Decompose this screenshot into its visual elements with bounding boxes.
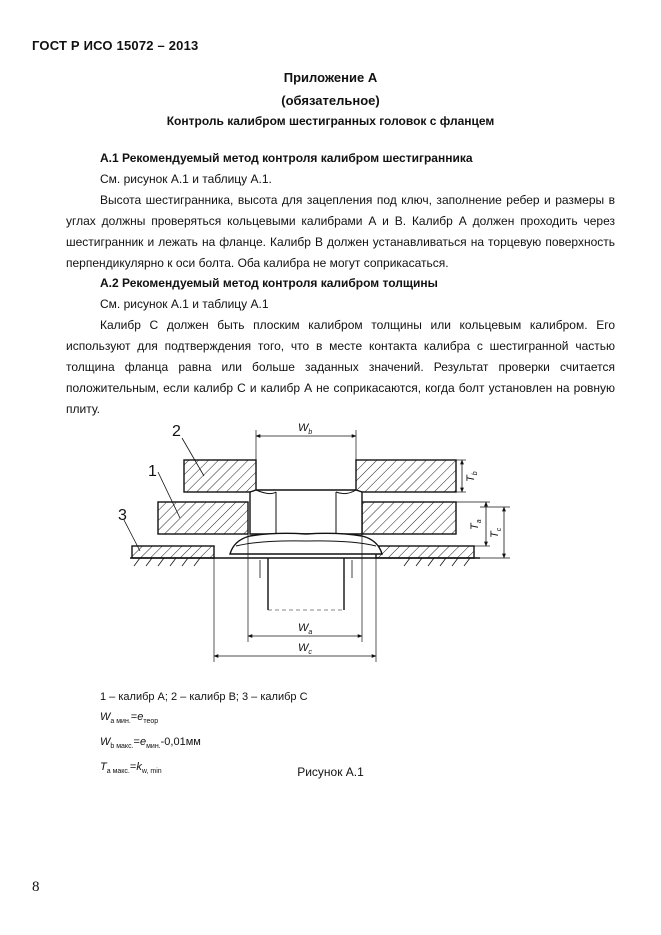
svg-text:Ta	[469, 519, 483, 530]
annex-heading: Контроль калибром шестигранных головок с фланцем	[166, 114, 495, 128]
dim-tb-sub: b	[472, 471, 479, 476]
dim-wa-sub: a	[308, 629, 313, 636]
section-a1-text: Высота шестигранника, высота для зацепления под ключ, заполнение ребер и размеры в углах должны проверяться кольцевыми калибрами А и В. Калибр А должен проходить через шестигранник и лежать на фланце. Калибр В должен устанавливаться на торцевую поверхность перпендикулярно к оси болта. Оба калибра не могут соприкасаться.	[66, 193, 615, 270]
dim-wb-sub: b	[308, 429, 313, 436]
label-gauge-b: 2	[172, 423, 181, 440]
gauge-figure	[100, 410, 520, 675]
dim-ta-symbol: T	[469, 523, 481, 530]
svg-text:Wc	[298, 642, 312, 656]
legend-formula-1: $W_{a мин.}=e_{теор}$	[100, 711, 159, 726]
gauge-b-left	[184, 460, 256, 492]
flange	[230, 533, 382, 554]
dim-tc-symbol: T	[489, 531, 501, 538]
legend-formula-2: $W_{b макс.}=e_{мин.}-0,01мм$	[100, 736, 201, 751]
dim-ta-sub: a	[476, 519, 483, 524]
svg-text:Wa	[298, 622, 312, 636]
section-a1-title: А.1 Рекомендуемый метод контроля калибром шестигранника	[100, 151, 473, 165]
dim-tc-sub: c	[496, 527, 503, 532]
section-a1-reference: См. рисунок А.1 и таблицу А.1.	[100, 172, 272, 186]
section-a2-title: А.2 Рекомендуемый метод контроля калибром толщины	[100, 276, 438, 290]
gauge-c-right	[376, 546, 474, 558]
section-a2	[66, 273, 615, 420]
legend-formula-3: $T_{a макс.}=k_{w, min}$	[100, 761, 162, 776]
dim-wc-sub: c	[308, 649, 312, 656]
annex-status: (обязательное)	[281, 93, 380, 108]
dim-wb-symbol: W	[298, 422, 309, 434]
legend-items: 1 – калибр А; 2 – калибр В; 3 – калибр С	[100, 691, 308, 703]
gauge-c-left	[132, 546, 214, 558]
figure-caption: Рисунок А.1	[297, 765, 364, 779]
svg-text:Tb	[465, 471, 479, 482]
gauge-a-left	[158, 502, 248, 534]
svg-text:Tc	[489, 527, 503, 538]
label-gauge-a: 1	[148, 463, 157, 480]
section-a2-reference: См. рисунок А.1 и таблицу А.1	[100, 297, 269, 311]
dim-wc-symbol: W	[298, 642, 309, 654]
dim-wa-symbol: W	[298, 622, 309, 634]
gauge-b-right	[356, 460, 456, 492]
document-header: ГОСТ Р ИСО 15072 – 2013	[32, 38, 199, 53]
hex-head	[250, 490, 362, 534]
section-a2-text: Калибр С должен быть плоским калибром толщины или кольцевым калибром. Его используют для подтверждения того, что в месте контакта калибра с шестигранной частью толщина фланца равна или больше заданных значений. Результат проверки считается положительным, если калибр С и калибр А не соприкасаются, когда болт установлен на ровную плиту.	[66, 318, 615, 416]
gauge-a-right	[362, 502, 456, 534]
page-number: 8	[32, 879, 40, 895]
label-gauge-c: 3	[118, 507, 127, 524]
svg-text:Wb	[298, 422, 312, 436]
dim-tb-symbol: T	[465, 475, 477, 482]
annex-title: Приложение А	[283, 70, 378, 85]
section-a1	[66, 148, 615, 274]
